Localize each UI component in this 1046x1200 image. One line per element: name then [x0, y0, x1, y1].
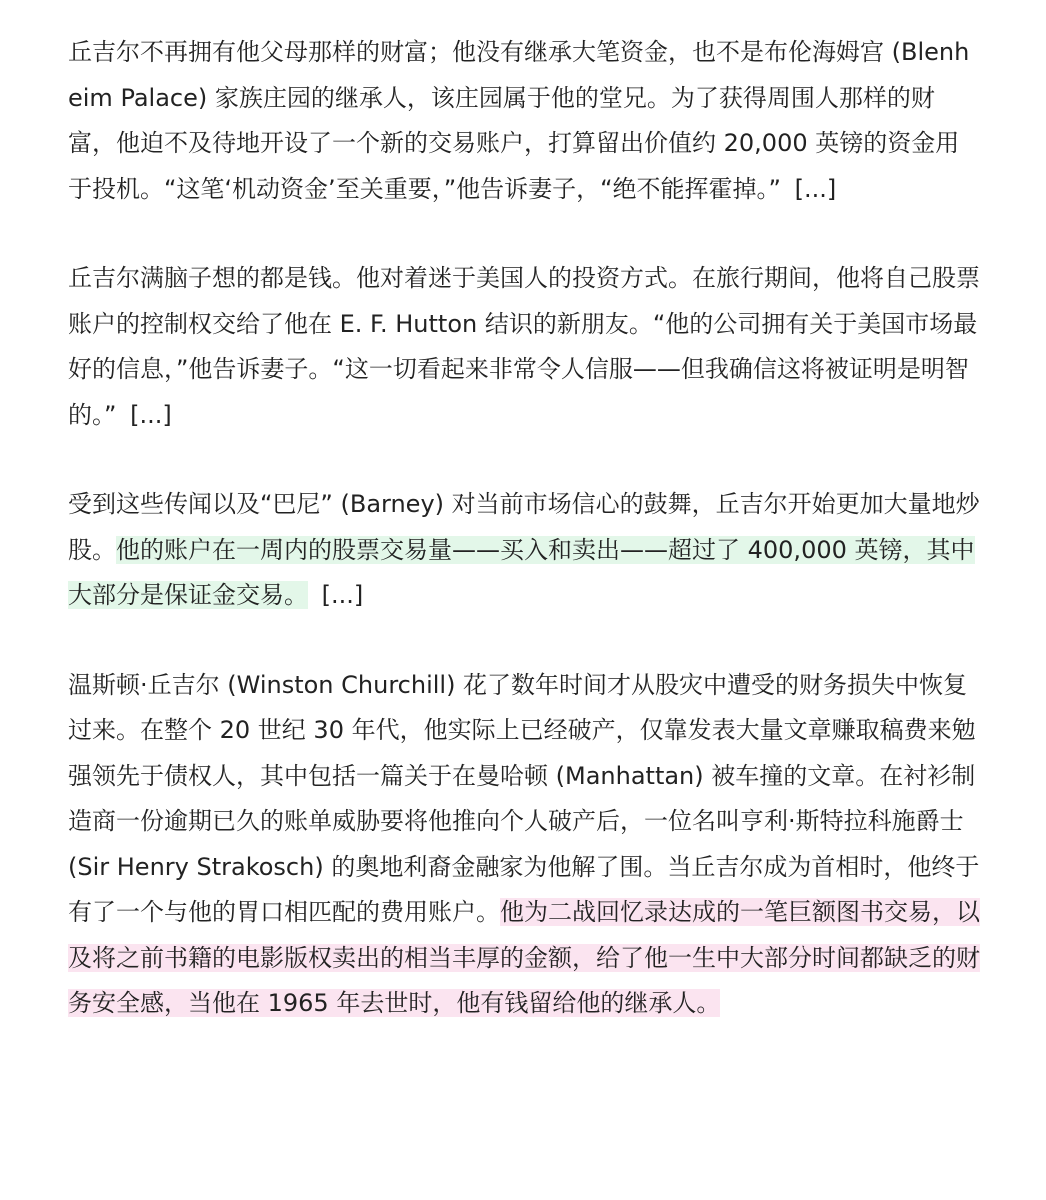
- paragraph-1: [68, 30, 980, 212]
- paragraph-2: [68, 256, 980, 438]
- paragraph-2-text: 丘吉尔满脑子想的都是钱。他对着迷于美国人的投资方式。在旅行期间，他将自己股票账户的控制权交给了他在 E. F. Hutton 结识的新朋友。“他的公司拥有关于美国市场最好的信息，”他告诉妻子。“这一切看起来非常令人信服——但我确信这将被证明是明智的。”: [68, 264, 980, 429]
- paragraph-3-ellipsis: [...]: [321, 581, 364, 609]
- paragraph-4: [68, 663, 980, 1027]
- paragraph-3-text: 受到这些传闻以及“巴尼” (Barney) 对当前市场信心的鼓舞，丘吉尔开始更加大量地炒股。: [68, 490, 980, 564]
- paragraph-4-highlight-pink: 他为二战回忆录达成的一笔巨额图书交易，以及将之前书籍的电影版权卖出的相当丰厚的金额，给了他一生中大部分时间都缺乏的财务安全感，当他在 1965 年去世时，他有钱留给他的继承人。: [68, 898, 980, 1017]
- paragraph-1-ellipsis: [...]: [794, 174, 837, 203]
- article-body: [68, 30, 980, 1071]
- paragraph-3-highlight-green: 他的账户在一周内的股票交易量——买入和卖出——超过了 400,000 英镑，其中大部分是保证金交易。: [68, 535, 975, 609]
- paragraph-1-text: 丘吉尔不再拥有他父母那样的财富；他没有继承大笔资金，也不是布伦海姆宫 (Blenheim Palace) 家族庄园的继承人，该庄园属于他的堂兄。为了获得周围人那样的财富，他迫不及待地开设了一个新的交易账户，打算留出价值约 20,000 英镑的资金用于投机。“这笔‘机动资金’至关重要，”他告诉妻子，“绝不能挥霍掉。”: [68, 38, 970, 203]
- paragraph-3: [68, 482, 980, 619]
- paragraph-4-text: 温斯顿·丘吉尔 (Winston Churchill) 花了数年时间才从股灾中遭受的财务损失中恢复过来。在整个 20 世纪 30 年代，他实际上已经破产，仅靠发表大量文章赚取稿费来勉强领先于债权人，其中包括一篇关于在曼哈顿 (Manhattan) 被车撞的文章。在衬衫制造商一份逾期已久的账单威胁要将他推向个人破产后，一位名叫亨利·斯特拉科施爵士 (Sir Henry Strakosch) 的奥地利裔金融家为他解了围。当丘吉尔成为首相时，他终于有了一个与他的胃口相匹配的费用账户。: [68, 670, 980, 926]
- paragraph-2-ellipsis: [...]: [130, 400, 172, 429]
